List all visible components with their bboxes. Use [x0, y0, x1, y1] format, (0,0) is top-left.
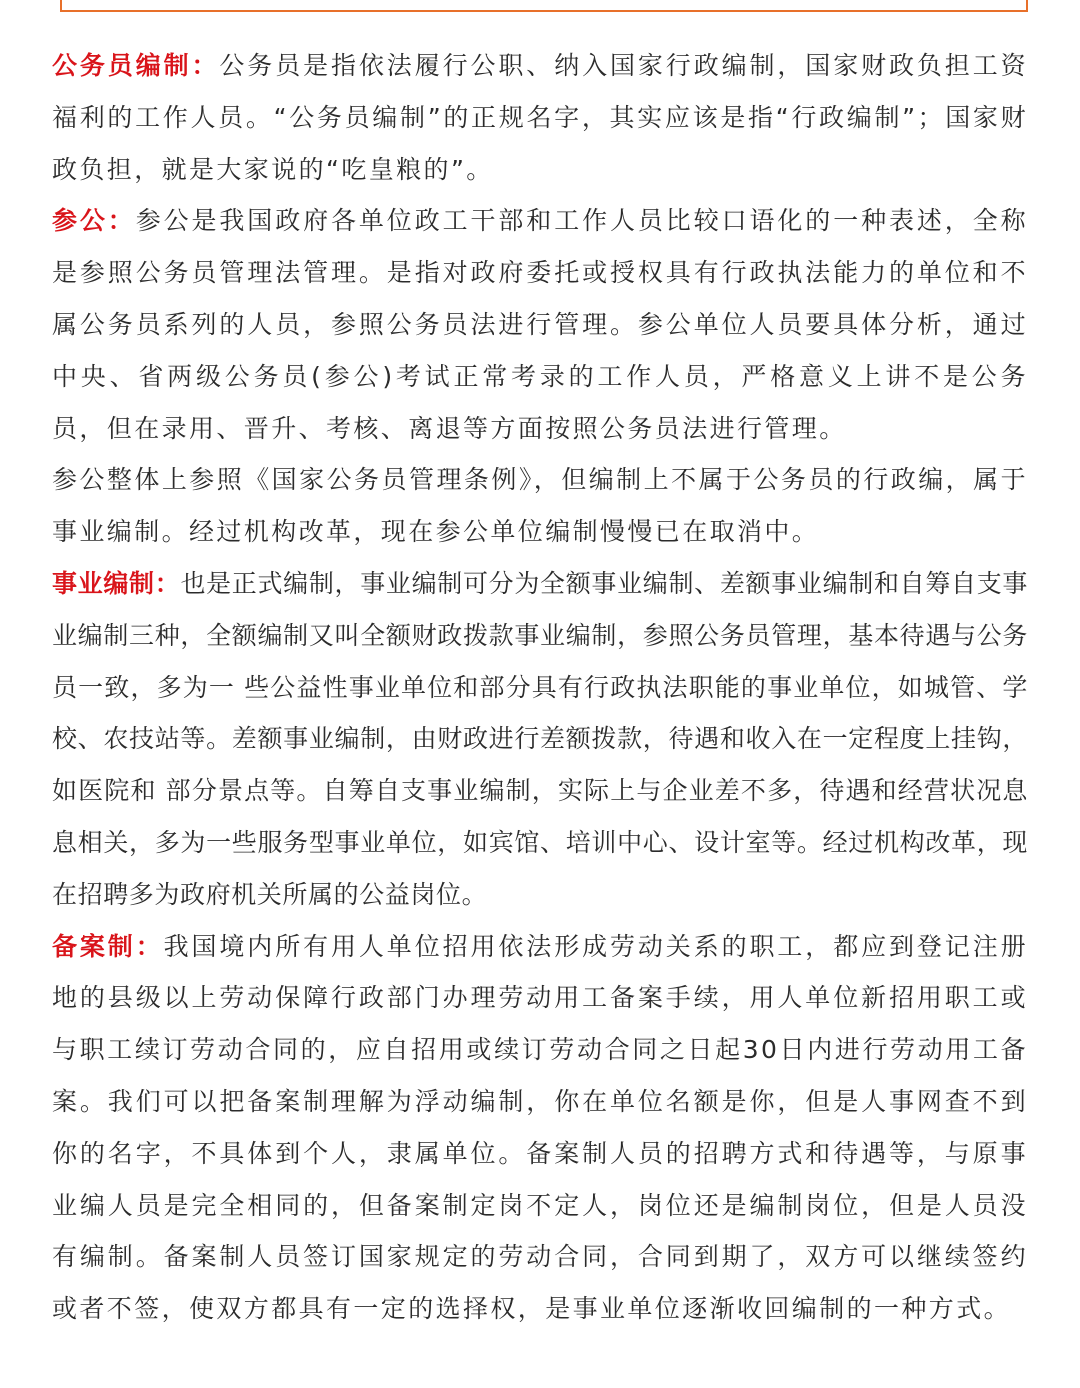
definition-reference-civil-servant: 参公是我国政府各单位政工干部和工作人员比较口语化的一种表述，全称是参照公务员管理法管理。是指对政府委托或授权具有行政执法能力的单位和不属公务员系列的人员，参照公务员法进行管理。参公单位人员要具体分析，通过中央、省两级公务员(参公)考试正常考录的工作人员，严格意义上讲不是公务员，但在录用、晋升、考核、离退等方面按照公务员法进行管理。 参公整体上参照《国家公务员管理条例》，但编制上不属于公务员的行政编，属于事业编制。经过机构改革，现在参公单位编制慢慢已在取消中。 [52, 206, 1028, 547]
paragraph-filing-system [52, 921, 1028, 1335]
paragraph-reference-civil-servant [52, 195, 1028, 558]
top-frame-border [60, 0, 1028, 12]
definition-civil-servant-quota: 公务员是指依法履行公职、纳入国家行政编制，国家财政负担工资福利的工作人员。“公务员编制”的正规名字，其实应该是指“行政编制”；国家财政负担，就是大家说的“吃皇粮的”。 [52, 51, 1028, 184]
paragraph-civil-servant-quota [52, 40, 1028, 195]
definition-public-institution-quota: 也是正式编制，事业编制可分为全额事业编制、差额事业编制和自筹自支事业编制三种，全额编制又叫全额财政拨款事业编制，参照公务员管理，基本待遇与公务员一致，多为一 些公益性事业单位和部分具有行政执法职能的事业单位，如城管、学校、农技站等。差额事业编制，由财政进行差额拨款，待遇和收入在一定程度上挂钩，如医院和 部分景点等。自筹自支事业编制，实际上与企业差不多，待遇和经营状况息息相关，多为一些服务型事业单位，如宾馆、培训中心、设计室等。经过机构改革，现在招聘多为政府机关所属的公益岗位。 [52, 568, 1028, 909]
paragraph-public-institution-quota [52, 558, 1028, 921]
term-civil-servant-quota: 公务员编制： [52, 51, 220, 80]
term-reference-civil-servant: 参公： [52, 206, 136, 236]
term-public-institution-quota: 事业编制： [52, 568, 181, 598]
term-filing-system: 备案制： [52, 931, 164, 961]
definition-filing-system: 我国境内所有用人单位招用依法形成劳动关系的职工，都应到登记注册地的县级以上劳动保障行政部门办理劳动用工备案手续，用人单位新招用职工或与职工续订劳动合同的，应自招用或续订劳动合同之日起30日内进行劳动用工备案。我们可以把备案制理解为浮动编制，你在单位名额是你，但是人事网查不到你的名字，不具体到个人，隶属单位。备案制人员的招聘方式和待遇等，与原事业编人员是完全相同的，但备案制定岗不定人，岗位还是编制岗位，但是人员没有编制。备案制人员签订国家规定的劳动合同，合同到期了，双方可以继续签约或者不签，使双方都具有一定的选择权，是事业单位逐渐收回编制的一种方式。 [52, 931, 1028, 1324]
article-body [52, 40, 1028, 1335]
